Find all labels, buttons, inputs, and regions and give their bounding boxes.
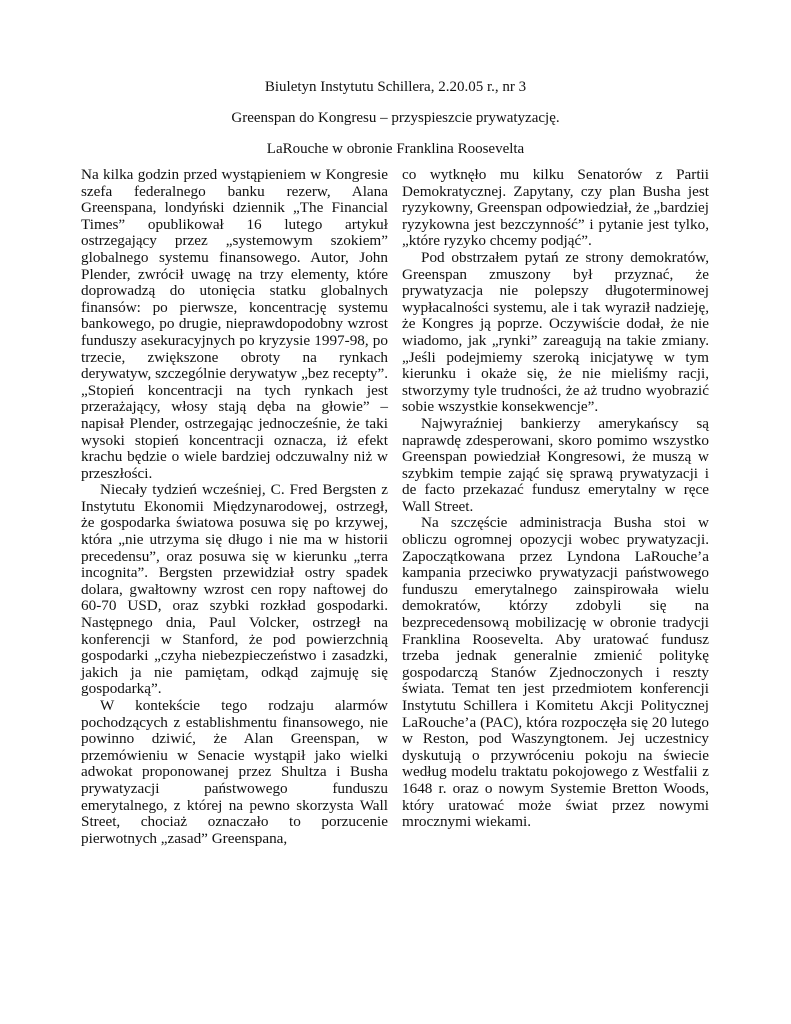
paragraph: Na kilka godzin przed wystąpieniem w Kongresie szefa federalnego banku rezerw, Alana Greenspana, londyński dziennik „The Financial Times” opublikował 16 lutego artykuł ostrzegający przez „systemowym szokiem” globalnego systemu finansowego. Autor, John Plender, zwrócił uwagę na trzy elementy, które doprowadzą do utonięcia statku globalnych finansów: po pierwsze, koncentrację systemu bankowego, po drugie, nieprawdopodobny wzrost funduszy asekuracyjnych po kryzysie 1997-98, po trzecie, zwiększone obroty na rynkach derywatyw, szczególnie derywatyw „bez recepty”. „Stopień koncentracji na tych rynkach jest przerażający, włosy stają dęba na głowie” – napisał Plender, ostrzegając jednocześnie, że taki wysoki stopień koncentracji oznacza, iż efekt krachu będzie o wiele bardziej odczuwalny niż w przeszłości.: [81, 166, 388, 482]
paragraph: Niecały tydzień wcześniej, C. Fred Bergsten z Instytutu Ekonomii Międzynarodowej, ostrzegł, że gospodarka światowa posuwa się po krzywej, która „nie utrzyma się długo i nie ma w historii precedensu”, oraz posuwa się w kierunku „terra incognita”. Bergsten przewidział ostry spadek dolara, gwałtowny wzrost cen ropy naftowej do 60-70 USD, oraz szybki rozkład gospodarki. Następnego dnia, Paul Volcker, ostrzegł na konferencji w Stanford, że pod powierzchnią gospodarki „czyha niebezpieczeństwo i zasadzki, jakich ja nie pamiętam, odkąd zajmuję się gospodarką”.: [81, 481, 388, 698]
paragraph: W kontekście tego rodzaju alarmów pochodzących z establishmentu finansowego, nie powinno dziwić, że Alan Greenspan, w przemówieniu w Senacie wystąpił jako wielki adwokat proponowanej przez Shultza i Busha prywatyzacji państwowego funduszu emerytalnego, z której na pewno skorzysta Wall Street, chociaż oznaczało to porzucenie pierwotnych „zasad” Greenspana,: [81, 697, 388, 847]
paragraph: co wytknęło mu kilku Senatorów z Partii Demokratycznej. Zapytany, czy plan Busha jest ryzykowny, Greenspan odpowiedział, że „bardziej ryzykowna jest bezczynność” i pytanie jest tylko, „które ryzyko chcemy podjąć”.: [402, 166, 709, 250]
article-column-right: [402, 167, 709, 831]
article-column-left: [81, 167, 388, 847]
paragraph: Najwyraźniej bankierzy amerykańscy są naprawdę zdesperowani, skoro pomimo wszystko Greenspan powiedział Kongresowi, że muszą w szybkim tempie zająć się sprawą prywatyzacji i de facto przekazać fundusz emerytalny w ręce Wall Street.: [402, 414, 709, 515]
bulletin-header: Biuletyn Instytutu Schillera, 2.20.05 r., nr 3: [264, 79, 527, 95]
article-subheadline: LaRouche w obronie Franklina Roosevelta: [266, 141, 525, 157]
paragraph: Pod obstrzałem pytań ze strony demokratów, Greenspan zmuszony był przyznać, że prywatyzacja nie polepszy długoterminowej wypłacalności systemu, ale i tak wyraził nadzieję, że Kongres ją poprze. Oczywiście dodał, że nie wiadomo, jak „rynki” zareagują na takie zmiany. „Jeśli podejmiemy szeroką inicjatywę w tym kierunku i okaże się, że nie mieliśmy racji, stworzymy tyle trudności, że aż trudno wyobrazić sobie wszystkie konsekwencje”.: [402, 248, 709, 416]
paragraph: Na szczęście administracja Busha stoi w obliczu ogromnej opozycji wobec prywatyzacji. Zapoczątkowana przez Lyndona LaRouche’a kampania przeciwko prywatyzacji państwowego funduszu emerytalnego zainspirowała wielu demokratów, którzy zdobyli się na bezprecedensową mobilizację w obronie tradycji Franklina Roosevelta. Aby uratować fundusz trzeba jednak generalnie zmienić politykę gospodarczą Stanów Zjednoczonych i reszty świata. Temat ten jest przedmiotem konferencji Instytutu Schillera i Komitetu Akcji Politycznej LaRouche’a (PAC), która rozpoczęła się 20 lutego w Reston, pod Waszyngtonem. Jej uczestnicy dyskutują o przywróceniu pokoju na świecie według modelu traktatu pokojowego z Westfalii z 1648 r. oraz o nowym Systemie Bretton Woods, który uratować może świat przez nowymi mrocznymi wiekami.: [402, 514, 709, 831]
article-headline: Greenspan do Kongresu – przyspieszcie prywatyzację.: [231, 110, 560, 126]
